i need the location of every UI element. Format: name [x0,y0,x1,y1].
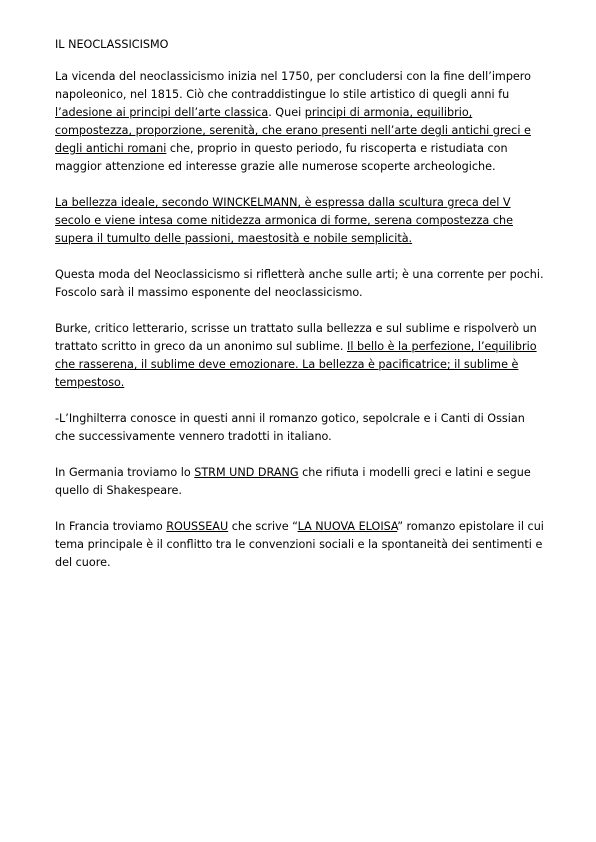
paragraph-burke [55,320,546,392]
text-run: Burke, critico letterario, scrisse un trattato sulla bellezza e sul sublime e rispolverò un trattato scritto in greco da un anonimo sul sublime. [55,322,537,353]
underlined-text-run: l’adesione ai principi dell’arte classica [55,106,269,119]
text-run: -L’Inghilterra conosce in questi anni il romanzo gotico, sepolcrale e i Canti di Ossian che successivamente vennero tradotti in italiano. [55,412,525,443]
text-run: che scrive “ [228,520,298,533]
text-run: . Quei [268,106,305,119]
document-title: IL NEOCLASSICISMO [55,38,169,51]
paragraph-intro [55,68,546,176]
underlined-text-run: La bellezza ideale, secondo WINCKELMANN, è espressa dalla scultura greca del V secolo e viene intesa come nitidezza armonica di forme, serena compostezza che supera il tumulto delle passioni, maestosità e nobile semplicità. [55,196,513,245]
paragraph-inghilterra [55,410,546,446]
text-run: Questa moda del Neoclassicismo si rifletterà anche sulle arti; è una corrente per pochi. Foscolo sarà il massimo esponente del neoclassicismo. [55,268,544,299]
text-run: che rifiuta i modelli greci e latini e segue quello di Shakespeare. [55,466,531,497]
text-run: La vicenda del neoclassicismo inizia nel 1750, per concludersi con la fine dell’impero napoleonico, nel 1815. Ciò che contraddistingue lo stile artistico di quegli anni fu [55,70,532,101]
underlined-text-run: ROUSSEAU [166,520,229,533]
paragraph-foscolo [55,266,546,302]
paragraph-francia [55,518,546,572]
paragraph-winckelmann [55,194,546,248]
underlined-text-run: principi di armonia, equilibrio, compostezza, proporzione, serenità, che erano presenti nell’arte degli antichi greci e degli antichi romani [55,106,531,155]
text-run: ” romanzo epistolare il cui tema principale è il conflitto tra le convenzioni sociali e la spontaneità dei sentimenti e del cuore. [55,520,544,569]
paragraph-germania [55,464,546,500]
text-run: che, proprio in questo periodo, fu riscoperta e ristudiata con maggior attenzione ed interesse grazie alle numerose scoperte archeologiche. [55,142,508,173]
underlined-text-run: Il bello è la perfezione, l’equilibrio che rasserena, il sublime deve emozionare. La bellezza è pacificatrice; il sublime è tempestoso. [55,340,537,389]
text-run: In Germania troviamo lo [55,466,195,479]
underlined-text-run: STRM UND DRANG [194,466,299,479]
underlined-text-run: LA NUOVA ELOISA [297,520,398,533]
text-run: In Francia troviamo [55,520,167,533]
